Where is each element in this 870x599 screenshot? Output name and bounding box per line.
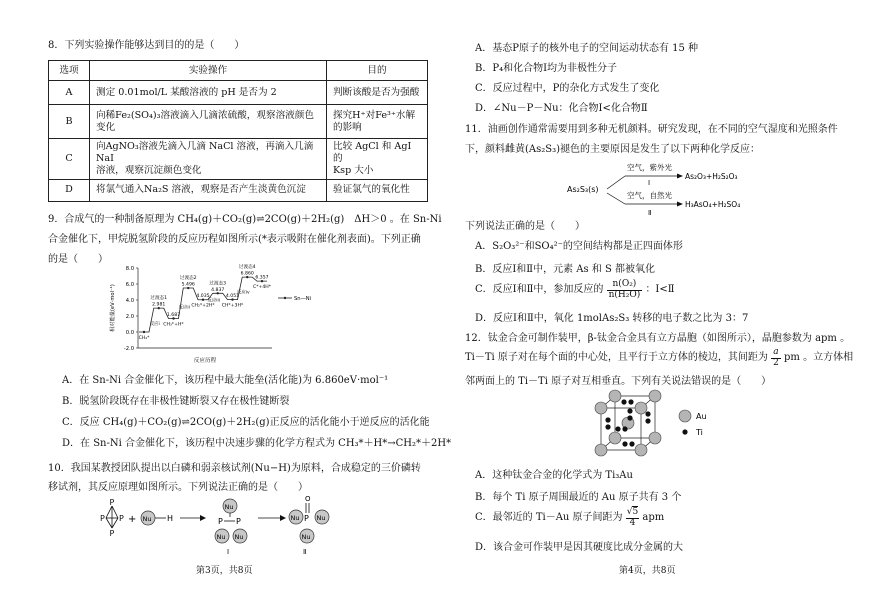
q8-row-d-operation: 将氯气通入Na₂S 溶液，观察是否产生淡黄色沉淀	[90, 179, 327, 201]
q12-stem-line2	[465, 348, 853, 374]
value-label: 4.837	[211, 287, 225, 293]
q8-row-b-goal	[327, 105, 428, 139]
q12-fraction-numerator: a	[771, 348, 781, 359]
q11-option-b: B．反应Ⅰ和Ⅱ中，元素 As 和 S 都被氧化	[475, 264, 656, 275]
q12-option-c-prefix: C．最邻近的 Ti－Au 原子间距为	[475, 512, 623, 524]
compound-ii	[289, 495, 329, 556]
point-label: 过渡态1	[150, 296, 168, 302]
q8-row-b-operation: 向稀Fe₂(SO₄)₃溶液滴入几滴浓硫酸，观察溶液颜色变化	[90, 105, 327, 139]
q8-header-goal: 目的	[327, 61, 428, 81]
point-label: C*+4H*	[252, 285, 272, 291]
legend-au-label: Au	[696, 412, 707, 421]
q11-option-d: D．反应Ⅰ和Ⅱ中，氧化 1molAs₂S₃ 转移的电子数之比为 3：7	[475, 313, 749, 324]
q9-option-b: B．脱氢阶段既存在非极性键断裂又存在极性键断裂	[62, 396, 290, 407]
q10-option-a: A．基态P原子的核外电子的空间运动状态有 15 种	[475, 43, 699, 54]
q8-row-b-option: B	[49, 105, 90, 139]
q8-row-d-goal: 验证氯气的氧化性	[327, 179, 428, 201]
q12-option-b: B．每个 Ti 原子周围最近的 Au 原子共有 3 个	[475, 492, 682, 503]
q8-row-b-goal-line2: 的影响	[333, 121, 362, 133]
point-label: CH₃*+H*	[163, 322, 184, 328]
crystal-cell-diagram	[585, 388, 735, 468]
q8-row-a-operation: 测定 0.01mol/L 某酸溶液的 pH 是否为 2	[90, 81, 327, 105]
p4-molecule	[100, 498, 124, 538]
step-label: 反应iii	[207, 298, 220, 304]
q11-option-c-fraction	[607, 280, 643, 301]
value-label: 2.981	[152, 302, 166, 308]
y-axis-label: 相对能量(eV·mol⁻¹)	[110, 284, 116, 332]
legend-ti-dot	[682, 429, 687, 434]
p4-atom-right: P	[119, 514, 124, 523]
value-label: 4.035	[196, 294, 210, 300]
compound-i-nu-bottom-2: Nu	[234, 533, 244, 541]
q11-prod2: H₃AsO₄+H₂SO₄	[685, 200, 741, 209]
q9-option-a: A．在 Sn-Ni 合金催化下，该历程中最大能垒(活化能)为 6.860eV·mol⁻¹	[62, 375, 389, 386]
step-label: 反应i	[149, 322, 160, 328]
q11-stem-line1: 11．油画创作通常需要用到多种无机颜料。研究发现，在不同的空气湿度和光照条件	[465, 124, 838, 135]
q12-option-d: D．该合金可作装甲是因其硬度比成分金属的大	[475, 542, 684, 553]
q12-option-c-fraction	[626, 508, 639, 529]
q8-header-operation: 实验操作	[90, 61, 327, 81]
q11-num2: Ⅱ	[648, 209, 652, 217]
q12-stem-fraction	[771, 348, 781, 369]
q11-num1: Ⅰ	[648, 179, 651, 187]
compound-ii-nu-left: Nu	[290, 514, 300, 522]
step-label: 反应iv	[236, 290, 250, 296]
compound-i-label: Ⅰ	[227, 548, 230, 556]
p4-atom-top: P	[109, 498, 115, 507]
q8-row-a-goal: 判断该酸是否为强酸	[327, 81, 428, 105]
value-label: 5.496	[181, 282, 195, 288]
q8-stem: 8．下列实验操作能够达到目的的是（ ）	[48, 40, 245, 51]
q8-row-c-operation-line1: 向AgNO₃溶液先滴入几滴 NaCl 溶液，再滴入几滴 NaI	[96, 141, 314, 164]
p4-atom-left: P	[100, 514, 105, 523]
q12-fraction-denominator: 2	[773, 357, 779, 368]
compound-i-nu-top: Nu	[224, 503, 234, 511]
q11-option-c-prefix: C．反应Ⅰ和Ⅱ中，参加反应的	[475, 284, 604, 296]
q10-stem-line2: 移试剂，其反应原理如图所示。下列说法正确的是（ ）	[48, 482, 308, 493]
legend-marker	[284, 297, 286, 299]
q10-stem-line1: 10．我国某教授团队提出以白磷和弱亲核试剂(Nu−H)为原料，合成稳定的三价磷转	[48, 463, 421, 474]
q8-row-a-option: A	[49, 81, 90, 105]
legend-ti-label: Ti	[696, 428, 703, 437]
q12-option-c-radicand: 5	[632, 507, 639, 517]
p4-atom-bottom: P	[109, 529, 115, 538]
y-tick-label: 0.0	[125, 330, 134, 336]
q8-row-b-goal-line1: 探究H⁺对Fe³⁺水解	[333, 109, 416, 121]
left-page-footer: 第3页，共8页	[196, 566, 253, 576]
value-label: 6.860	[240, 271, 254, 277]
point-label: 过渡态3	[209, 281, 227, 287]
q9-stem-line1: 9．合成气的一种制备原理为 CH₄(g)＋CO₂(g)⇌2CO(g)＋2H₂(g) ΔH＞0 。在 Sn-Ni	[48, 214, 442, 225]
q10-option-c: C．反应过程中，P的杂化方式发生了变化	[475, 83, 660, 94]
h-label: H	[167, 514, 174, 523]
compound-ii-o: O	[305, 495, 311, 503]
q9-stem-line3: 的是（ ）	[48, 254, 108, 265]
value-label: 4.051	[225, 294, 240, 300]
point-label: CH*+3H*	[221, 303, 244, 309]
q11-option-c	[475, 280, 675, 306]
legend-label: Sn—Ni	[294, 296, 312, 302]
q11-ask: 下列说法正确的是（ ）	[465, 221, 585, 232]
y-tick-label: -2.0	[123, 346, 134, 352]
compound-ii-p: P	[304, 514, 309, 523]
q8-row-c-operation	[90, 139, 327, 180]
right-page	[435, 0, 870, 599]
q12-option-c-suffix: apm	[642, 512, 665, 524]
legend-au-ball	[679, 410, 691, 422]
point-label: 过渡态2	[179, 276, 197, 282]
q12-stem-line1: 12．钛金合金可制作装甲，β-钛金合金具有立方晶胞（如图所示），晶胞参数为 apm 。	[465, 333, 851, 344]
point-label: CH₂*+2H*	[191, 303, 215, 309]
q8-row-c-operation-line2: 溶液，观察沉淀颜色变化	[96, 164, 202, 176]
q11-prod1: As₂O₃+H₂S₂O₃	[685, 172, 738, 181]
x-axis-label: 反应历程	[193, 358, 217, 364]
q11-reaction-scheme	[565, 158, 795, 220]
value-label: 6.357	[255, 275, 269, 281]
q8-row-c-goal-line1: 比较 AgCl 和 AgI 的	[333, 141, 412, 164]
sqrt-sign: √	[626, 507, 633, 517]
right-page-footer: 第4页，共8页	[619, 566, 676, 576]
q12-stem-line2-b: pm 。立方体相	[784, 352, 854, 364]
compound-i	[215, 499, 247, 556]
plus-sign: +	[128, 514, 137, 525]
y-tick-label: 8.0	[125, 266, 134, 272]
compound-i-p-right: P	[236, 517, 241, 526]
q8-row-c-goal	[327, 139, 428, 180]
value-label: 1.687	[166, 313, 181, 319]
energy-point	[143, 331, 145, 333]
q11-cond2: 空气，自然光	[627, 191, 672, 200]
y-tick-label: 4.0	[125, 298, 134, 304]
q8-header-option: 选项	[49, 61, 90, 81]
q12-option-c	[475, 508, 664, 536]
q9-option-c: C．反应 CH₄(g)＋CO₂(g)⇌2CO(g)＋2H₂(g)正反应的活化能小于逆反应的活化能	[62, 417, 430, 428]
q11-option-c-suffix: ：Ⅰ<Ⅱ	[645, 284, 675, 296]
q11-fraction-denominator: n(H₂O)	[608, 289, 641, 300]
q12-option-a: A．这种钛金合金的化学式为 Ti₃Au	[475, 470, 633, 481]
q10-option-d: D．∠Nu－P－Nu：化合物Ⅰ<化合物Ⅱ	[475, 103, 648, 114]
q10-reaction-scheme	[100, 494, 340, 558]
q8-row-d-option: D	[49, 179, 90, 201]
compound-i-p-left: P	[218, 517, 223, 526]
compound-i-nu-bottom: Nu	[216, 533, 226, 541]
au-atoms	[595, 390, 661, 456]
q8-row-c-goal-line2: Ksp 大小	[333, 164, 374, 176]
q8-row-c-option: C	[49, 139, 90, 180]
q11-stem-line2: 下，颜料雌黄(As₂S₃)褪色的主要原因是发生了以下两种化学反应：	[465, 144, 761, 155]
q12-stem-line2-a: Ti－Ti 原子对在每个面的中心处，且平行于立方体的棱边，其间距为	[465, 352, 768, 364]
q9-stem-line2: 合金催化下，甲烷脱氢阶段的反应历程如图所示(*表示吸附在催化剂表面)。下列正确	[48, 234, 421, 245]
point-label: CH₄*	[138, 336, 150, 341]
q10-option-b: B．P₄和化合物Ⅰ均为非极性分子	[475, 63, 618, 74]
q12-option-c-denominator: 4	[629, 517, 636, 528]
q11-reactant: As₂S₃(s)	[567, 185, 599, 194]
compound-ii-nu-bottom: Nu	[301, 533, 311, 541]
q11-cond1: 空气，紫外光	[627, 163, 672, 172]
point-label: 过渡态4	[238, 265, 256, 271]
q12-stem-line3: 邻两面上的 Ti－Ti 原子对互相垂直。下列有关说法错误的是（ ）	[465, 376, 772, 387]
y-tick-label: 2.0	[125, 314, 134, 320]
q8-table	[48, 60, 428, 202]
step-label: 反应ii	[178, 305, 190, 311]
q11-fraction-numerator: n(O₂)	[607, 280, 643, 291]
compound-ii-label: Ⅱ	[303, 548, 307, 556]
q9-option-d: D．在 Sn-Ni 合金催化下，该历程中决速步骤的化学方程式为 CH₃*＋H*→CH₂*＋2H*	[62, 438, 452, 449]
energy-profile-chart	[104, 262, 316, 372]
q11-option-a: A．S₂O₃²⁻和SO₄²⁻的空间结构都是正四面体形	[475, 241, 683, 252]
compound-ii-nu-right: Nu	[316, 514, 326, 522]
nu-label-reagent: Nu	[142, 515, 152, 523]
y-tick-label: 6.0	[125, 282, 134, 288]
